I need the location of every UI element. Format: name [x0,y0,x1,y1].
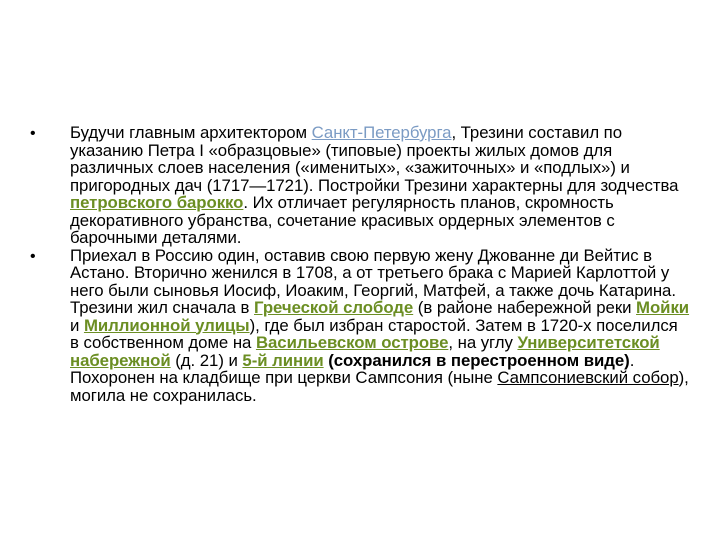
wiki-link[interactable]: Университетской набережной [70,333,660,370]
text-run: (в районе набережной реки [413,298,637,317]
text-run: , на углу [448,333,518,352]
text-run: Будучи главным архитектором [70,123,312,142]
text-run: . Их отличает регулярность планов, скромность декоративного убранства, сочетание красивых ордерных элементов с барочными деталями. [70,193,615,247]
wiki-link[interactable]: 5-й линии [242,350,324,370]
text-run: (д. 21) и [170,350,243,370]
wiki-link[interactable]: Мойки [636,298,690,317]
bullet-text [70,247,690,405]
bullet-item [30,124,690,247]
wiki-link[interactable]: Санкт-Петербурга [311,123,452,142]
bullet-list [30,124,690,404]
bullet-dot: • [30,247,36,265]
text-run: Приехал в Россию один, оставив свою первую жену Джованне ди Вейтис в Астано. Вторично женился в 1708, а от третьего брака с Марией Карлоттой у него были сыновья Иосиф, Иоаким, Георгий, Матфей, а также дочь Катарина. Трезини жил сначала в [70,245,676,317]
wiki-link[interactable]: Сампсониевский собор [497,368,679,387]
text-run: ), могила не сохранилась. [70,368,689,405]
wiki-link[interactable]: Васильевском острове [255,333,449,352]
bullet-item [30,247,690,405]
bullet-text [70,124,690,247]
text-run: ), где был избран старостой. Затем в 1720-х поселился в собственном доме на [70,315,678,352]
text-run: , Трезини составил по указанию Петра I «образцовые» (типовые) проекты жилых домов для различных слоев населения («именитых», «зажиточных» и «подлых») и пригородных дач (1717—1721). Постройки Трезини характерны для зодчества [70,123,679,195]
wiki-link[interactable]: Миллионной улицы [83,315,250,335]
bold-text: (сохранился в перестроенном виде) [323,350,630,370]
wiki-link[interactable]: Греческой слободе [254,298,414,317]
wiki-link[interactable]: петровского барокко [70,193,244,212]
bullet-dot: • [30,125,36,142]
text-run: и [70,315,84,335]
text-run: . Похоронен на кладбище при церкви Сампсония (ныне [70,350,635,387]
